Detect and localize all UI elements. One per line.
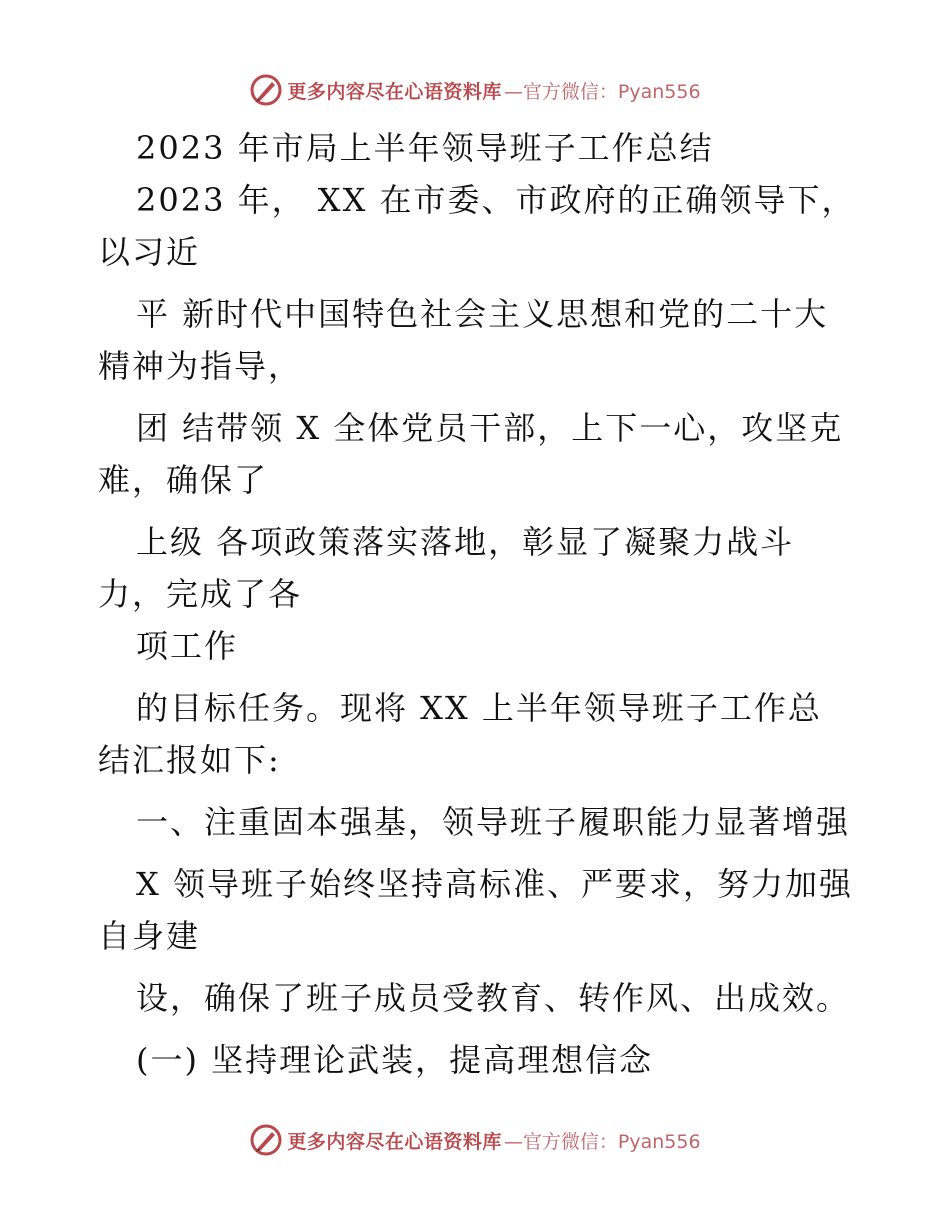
- pen-in-circle-logo-icon: [249, 73, 283, 107]
- watermark-main-text: 更多内容尽在心语资料库: [287, 1130, 502, 1153]
- watermark-main-text: 更多内容尽在心语资料库: [287, 80, 502, 103]
- paragraph-line: 2023 年， XX 在市委、市政府的正确领导下，: [136, 181, 856, 219]
- watermark-sub-text: —官方微信：Pyan556: [503, 1130, 701, 1153]
- paragraph-line: 难，确保了: [98, 461, 269, 499]
- watermark-sub-text: —官方微信：Pyan556: [503, 80, 701, 103]
- pen-in-circle-logo-icon: [249, 1123, 283, 1157]
- paragraph-line: 平 新时代中国特色社会主义思想和党的二十大: [136, 295, 829, 333]
- section-heading: 一、注重固本强基，领导班子履职能力显著增强: [136, 803, 851, 841]
- paragraph-line: X 领导班子始终坚持高标准、严要求，努力加强: [136, 865, 853, 903]
- paragraph-line: 自身建: [98, 917, 201, 955]
- paragraph-line: 上级 各项政策落实落地，彰显了凝聚力战斗: [136, 523, 795, 561]
- subsection-heading: (一) 坚持理论武装，提高理想信念: [136, 1041, 654, 1079]
- paragraph-line: 精神为指导，: [98, 347, 303, 385]
- watermark-banner-top: [0, 68, 950, 112]
- paragraph-line: 结汇报如下:: [98, 741, 281, 779]
- document-body: [98, 122, 858, 1086]
- watermark-banner-bottom: [0, 1118, 950, 1162]
- document-title: 2023 年市局上半年领导班子工作总结: [136, 129, 714, 167]
- paragraph-line: 团 结带领 X 全体党员干部，上下一心，攻坚克: [136, 409, 844, 447]
- paragraph-line: 力，完成了各: [98, 575, 303, 613]
- paragraph-line: 以习近: [98, 233, 201, 271]
- paragraph-line: 设，确保了班子成员受教育、转作风、出成效。: [136, 979, 851, 1017]
- paragraph-line: 的目标任务。现将 XX 上半年领导班子工作总: [136, 689, 822, 727]
- paragraph-line: 项工作: [136, 627, 239, 665]
